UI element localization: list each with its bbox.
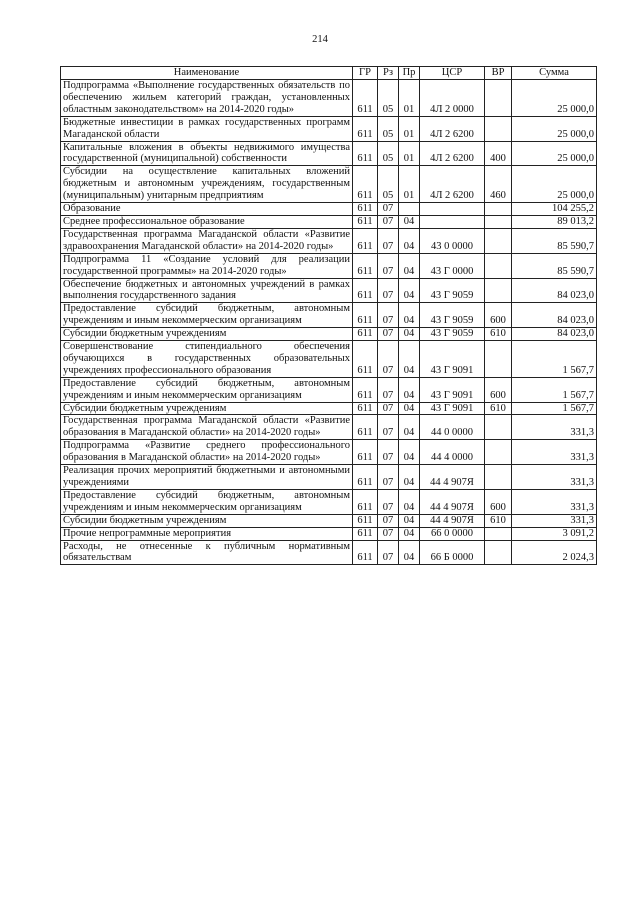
table-row [61,341,597,378]
cell-name: Реализация прочих мероприятий бюджетными и автономными учреждениями [61,465,353,490]
cell-csr: 66 0 0000 [420,527,485,540]
table-row [61,489,597,514]
cell-csr: 43 Г 0000 [420,253,485,278]
cell-gr: 611 [353,141,378,166]
cell-csr: 43 Г 9059 [420,278,485,303]
cell-vr [485,278,512,303]
cell-sum: 1 567,7 [512,377,597,402]
table-row [61,141,597,166]
cell-vr [485,440,512,465]
cell-pr: 04 [399,328,420,341]
cell-sum: 25 000,0 [512,166,597,203]
cell-vr [485,80,512,117]
table-row [61,80,597,117]
cell-vr [485,415,512,440]
cell-sum: 331,3 [512,489,597,514]
cell-csr: 43 Г 9091 [420,341,485,378]
cell-csr: 43 0 0000 [420,228,485,253]
cell-name: Совершенствование стипендиального обеспечения обучающихся в государственных образовательных учреждениях профессионального образования [61,341,353,378]
cell-sum: 331,3 [512,440,597,465]
cell-pr: 04 [399,341,420,378]
cell-gr: 611 [353,402,378,415]
cell-rz: 07 [378,514,399,527]
cell-rz: 07 [378,377,399,402]
table-row [61,278,597,303]
cell-rz: 07 [378,228,399,253]
cell-pr: 04 [399,377,420,402]
cell-rz: 07 [378,278,399,303]
cell-pr: 04 [399,514,420,527]
cell-vr: 600 [485,303,512,328]
cell-gr: 611 [353,228,378,253]
cell-csr [420,215,485,228]
cell-rz: 07 [378,527,399,540]
header-vr: ВР [485,67,512,80]
cell-vr [485,341,512,378]
table-row [61,540,597,565]
cell-name: Подпрограмма «Выполнение государственных обязательств по обеспечению жильем категорий граждан, установленных областным законодательством» на 2014-2020 годы» [61,80,353,117]
cell-pr: 01 [399,80,420,117]
cell-rz: 07 [378,465,399,490]
cell-rz: 07 [378,341,399,378]
cell-sum: 3 091,2 [512,527,597,540]
cell-rz: 07 [378,489,399,514]
cell-rz: 05 [378,116,399,141]
cell-vr: 600 [485,489,512,514]
cell-pr: 04 [399,303,420,328]
cell-rz: 07 [378,253,399,278]
cell-pr: 04 [399,440,420,465]
table-row [61,228,597,253]
cell-rz: 07 [378,203,399,216]
cell-rz: 07 [378,402,399,415]
cell-gr: 611 [353,203,378,216]
header-sum: Сумма [512,67,597,80]
cell-name: Предоставление субсидий бюджетным, автономным учреждениям и иным некоммерческим организациям [61,303,353,328]
cell-vr: 610 [485,402,512,415]
cell-gr: 611 [353,465,378,490]
cell-sum: 331,3 [512,415,597,440]
cell-gr: 611 [353,377,378,402]
table-row [61,415,597,440]
cell-gr: 611 [353,328,378,341]
cell-name: Прочие непрограммные мероприятия [61,527,353,540]
cell-vr [485,228,512,253]
cell-vr: 610 [485,514,512,527]
cell-rz: 07 [378,303,399,328]
cell-pr: 04 [399,465,420,490]
cell-sum: 85 590,7 [512,228,597,253]
cell-name: Подпрограмма 11 «Создание условий для реализации государственной программы» на 2014-2020 годы» [61,253,353,278]
header-name: Наименование [61,67,353,80]
cell-vr [485,527,512,540]
cell-pr: 04 [399,527,420,540]
cell-vr [485,116,512,141]
cell-rz: 07 [378,415,399,440]
cell-csr: 66 Б 0000 [420,540,485,565]
cell-pr: 04 [399,215,420,228]
cell-name: Предоставление субсидий бюджетным, автономным учреждениям и иным некоммерческим организациям [61,377,353,402]
cell-rz: 05 [378,166,399,203]
cell-gr: 611 [353,489,378,514]
table-body [61,80,597,565]
cell-gr: 611 [353,303,378,328]
cell-csr: 4Л 2 6200 [420,166,485,203]
cell-rz: 05 [378,141,399,166]
cell-csr: 4Л 2 0000 [420,80,485,117]
table-row [61,377,597,402]
cell-sum: 104 255,2 [512,203,597,216]
cell-gr: 611 [353,166,378,203]
cell-name: Государственная программа Магаданской области «Развитие образования в Магаданской области» на 2014-2020 годы» [61,415,353,440]
cell-gr: 611 [353,540,378,565]
table-row [61,253,597,278]
cell-pr: 01 [399,116,420,141]
cell-pr: 01 [399,166,420,203]
cell-name: Субсидии на осуществление капитальных вложений бюджетным и автономным учреждениям, государственным (муниципальным) унитарным предприятиям [61,166,353,203]
cell-pr: 01 [399,141,420,166]
cell-name: Обеспечение бюджетных и автономных учреждений в рамках выполнения государственного задания [61,278,353,303]
cell-name: Бюджетные инвестиции в рамках государственных программ Магаданской области [61,116,353,141]
header-rz: Рз [378,67,399,80]
cell-name: Субсидии бюджетным учреждениям [61,402,353,415]
cell-name: Субсидии бюджетным учреждениям [61,514,353,527]
cell-csr: 44 4 907Я [420,465,485,490]
table-row [61,215,597,228]
cell-sum: 25 000,0 [512,141,597,166]
table-header-row [61,67,597,80]
cell-rz: 07 [378,328,399,341]
cell-csr: 44 0 0000 [420,415,485,440]
cell-sum: 331,3 [512,465,597,490]
cell-sum: 84 023,0 [512,328,597,341]
cell-gr: 611 [353,116,378,141]
cell-sum: 331,3 [512,514,597,527]
table-row [61,166,597,203]
cell-sum: 85 590,7 [512,253,597,278]
cell-name: Среднее профессиональное образование [61,215,353,228]
cell-sum: 84 023,0 [512,303,597,328]
cell-gr: 611 [353,215,378,228]
cell-pr: 04 [399,540,420,565]
cell-name: Субсидии бюджетным учреждениям [61,328,353,341]
cell-vr [485,203,512,216]
page-number: 214 [312,34,328,45]
cell-pr: 04 [399,228,420,253]
cell-vr: 610 [485,328,512,341]
cell-csr [420,203,485,216]
cell-gr: 611 [353,527,378,540]
cell-csr: 44 4 0000 [420,440,485,465]
table-row [61,328,597,341]
cell-sum: 1 567,7 [512,341,597,378]
cell-pr: 04 [399,415,420,440]
cell-name: Капитальные вложения в объекты недвижимого имущества государственной (муниципальной) собственности [61,141,353,166]
cell-vr: 400 [485,141,512,166]
cell-rz: 07 [378,215,399,228]
cell-name: Государственная программа Магаданской области «Развитие здравоохранения Магаданской области» на 2014-2020 годы» [61,228,353,253]
cell-pr [399,203,420,216]
cell-csr: 44 4 907Я [420,489,485,514]
cell-vr: 460 [485,166,512,203]
cell-name: Предоставление субсидий бюджетным, автономным учреждениям и иным некоммерческим организациям [61,489,353,514]
table-row [61,402,597,415]
cell-sum: 25 000,0 [512,116,597,141]
cell-csr: 43 Г 9059 [420,328,485,341]
cell-sum: 2 024,3 [512,540,597,565]
cell-csr: 43 Г 9091 [420,402,485,415]
cell-vr [485,540,512,565]
cell-pr: 04 [399,489,420,514]
cell-vr [485,215,512,228]
cell-pr: 04 [399,402,420,415]
header-gr: ГР [353,67,378,80]
cell-gr: 611 [353,440,378,465]
cell-gr: 611 [353,415,378,440]
cell-sum: 84 023,0 [512,278,597,303]
cell-csr: 43 Г 9059 [420,303,485,328]
cell-name: Образование [61,203,353,216]
cell-csr: 43 Г 9091 [420,377,485,402]
table-row [61,514,597,527]
cell-name: Подпрограмма «Развитие среднего профессионального образования в Магаданской области» на 2014-2020 годы» [61,440,353,465]
cell-vr [485,465,512,490]
cell-name: Расходы, не отнесенные к публичным нормативным обязательствам [61,540,353,565]
table-row [61,527,597,540]
cell-sum: 1 567,7 [512,402,597,415]
cell-rz: 07 [378,540,399,565]
table-row [61,116,597,141]
cell-gr: 611 [353,80,378,117]
cell-rz: 05 [378,80,399,117]
cell-gr: 611 [353,514,378,527]
table-row [61,203,597,216]
cell-gr: 611 [353,253,378,278]
cell-rz: 07 [378,440,399,465]
cell-sum: 89 013,2 [512,215,597,228]
cell-gr: 611 [353,278,378,303]
cell-sum: 25 000,0 [512,80,597,117]
table-row [61,465,597,490]
header-csr: ЦСР [420,67,485,80]
table-row [61,440,597,465]
budget-table [60,66,597,565]
table-row [61,303,597,328]
cell-csr: 4Л 2 6200 [420,116,485,141]
cell-gr: 611 [353,341,378,378]
cell-csr: 44 4 907Я [420,514,485,527]
cell-pr: 04 [399,278,420,303]
cell-csr: 4Л 2 6200 [420,141,485,166]
cell-pr: 04 [399,253,420,278]
cell-vr: 600 [485,377,512,402]
cell-vr [485,253,512,278]
header-pr: Пр [399,67,420,80]
